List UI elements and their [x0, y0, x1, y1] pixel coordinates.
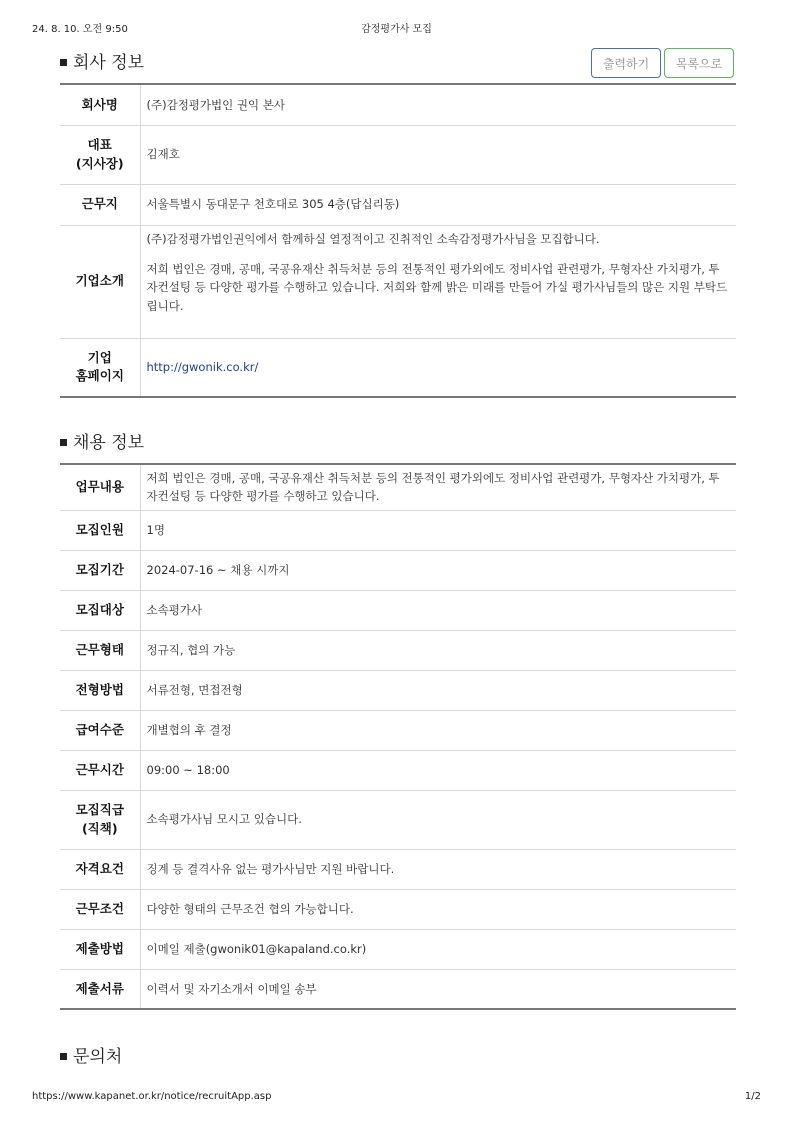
row-label: 모집기간 — [60, 550, 140, 590]
table-row — [60, 849, 736, 889]
submission-documents-value: 이력서 및 자기소개서 이메일 송부 — [146, 981, 317, 996]
workplace-value: 서울특별시 동대문구 천호대로 305 4층(답십리동) — [146, 197, 400, 212]
ceo-value: 김재호 — [146, 147, 180, 162]
company-section-title-text: 회사 정보 — [73, 53, 145, 73]
row-label: 대표 (지사장) — [60, 125, 140, 184]
square-bullet-icon — [60, 1053, 67, 1060]
homepage-value — [140, 338, 736, 397]
table-row — [60, 184, 736, 225]
table-row — [60, 510, 736, 550]
back-to-list-button[interactable]: 목록으로 — [664, 48, 734, 78]
print-button[interactable]: 출력하기 — [591, 48, 661, 78]
target-value: 소속평가사 — [146, 602, 203, 617]
row-label: 자격요건 — [60, 849, 140, 889]
row-label: 기업소개 — [60, 225, 140, 338]
print-page-title: 감정평가사 모집 — [361, 24, 432, 35]
recruit-section-title — [60, 428, 144, 453]
row-label: 모집직급 (직책) — [60, 790, 140, 849]
table-row — [60, 338, 736, 397]
headcount-value: 1명 — [146, 522, 165, 537]
print-datetime: 24. 8. 10. 오전 9:50 — [32, 24, 128, 35]
table-row — [60, 590, 736, 630]
table-row — [60, 630, 736, 670]
row-label: 전형방법 — [60, 670, 140, 710]
table-row — [60, 710, 736, 750]
company-name-value: (주)감정평가법인 권익 본사 — [146, 97, 285, 112]
table-row — [60, 929, 736, 969]
row-label: 급여수준 — [60, 710, 140, 750]
table-row — [60, 550, 736, 590]
row-label: 제출방법 — [60, 929, 140, 969]
recruit-info-table — [60, 463, 736, 1010]
row-label: 근무조건 — [60, 889, 140, 929]
table-row — [60, 225, 736, 338]
table-row — [60, 464, 736, 510]
position-value: 소속평가사님 모시고 있습니다. — [146, 812, 302, 827]
work-hours-value: 09:00 ~ 18:00 — [146, 762, 230, 777]
row-label: 근무형태 — [60, 630, 140, 670]
table-row — [60, 125, 736, 184]
table-row — [60, 889, 736, 929]
row-label: 기업 홈페이지 — [60, 338, 140, 397]
company-intro-paragraph-1: (주)감정평가법인권익에서 함께하실 열정적이고 진취적인 소속감정평가사님을 모집합니다. — [146, 231, 600, 246]
table-row — [60, 969, 736, 1009]
row-label: 회사명 — [60, 84, 140, 125]
row-label: 업무내용 — [60, 464, 140, 510]
print-page-number: 1/2 — [744, 1091, 761, 1102]
contact-section-title-text: 문의처 — [73, 1047, 123, 1067]
selection-method-value: 서류전형, 면접전형 — [146, 682, 243, 697]
print-url: https://www.kapanet.or.kr/notice/recruitApp.asp — [32, 1091, 272, 1102]
company-section-title — [60, 48, 144, 73]
table-row — [60, 790, 736, 849]
print-header — [32, 20, 761, 36]
qualification-value: 징계 등 결격사유 없는 평가사님만 지원 바랍니다. — [146, 861, 395, 876]
print-footer — [32, 1091, 761, 1107]
row-label: 모집인원 — [60, 510, 140, 550]
row-label: 제출서류 — [60, 969, 140, 1009]
company-intro-value — [140, 225, 736, 338]
submission-method-value: 이메일 제출(gwonik01@kapaland.co.kr) — [146, 941, 367, 956]
table-row — [60, 750, 736, 790]
company-intro-paragraph-2: 저희 법인은 경매, 공매, 국공유재산 취득처분 등의 전통적인 평가외에도 정비사업 관련평가, 무형자산 가치평가, 투자컨설팅 등 다양한 평가를 수행하고 있습니다. 저희와 함께 밝은 미래를 만들어 가실 평가사님들의 많은 지원 부탁드립니다. — [146, 261, 728, 313]
row-label: 근무시간 — [60, 750, 140, 790]
recruit-section-title-text: 채용 정보 — [73, 433, 145, 453]
homepage-link[interactable]: http://gwonik.co.kr/ — [146, 360, 259, 375]
period-value: 2024-07-16 ~ 채용 시까지 — [146, 562, 290, 577]
employment-type-value: 정규직, 협의 가능 — [146, 642, 236, 657]
table-row — [60, 670, 736, 710]
work-conditions-value: 다양한 형태의 근무조건 협의 가능합니다. — [146, 901, 354, 916]
square-bullet-icon — [60, 59, 67, 66]
row-label: 모집대상 — [60, 590, 140, 630]
square-bullet-icon — [60, 439, 67, 446]
job-description-value: 저희 법인은 경매, 공매, 국공유재산 취득처분 등의 전통적인 평가외에도 정비사업 관련평가, 무형자산 가치평가, 투자컨설팅 등 다양한 평가를 수행하고 있습니다. — [146, 470, 720, 504]
row-label: 근무지 — [60, 184, 140, 225]
salary-value: 개별협의 후 결정 — [146, 722, 232, 737]
contact-section-title — [60, 1042, 122, 1067]
table-row — [60, 84, 736, 125]
company-info-table — [60, 83, 736, 398]
